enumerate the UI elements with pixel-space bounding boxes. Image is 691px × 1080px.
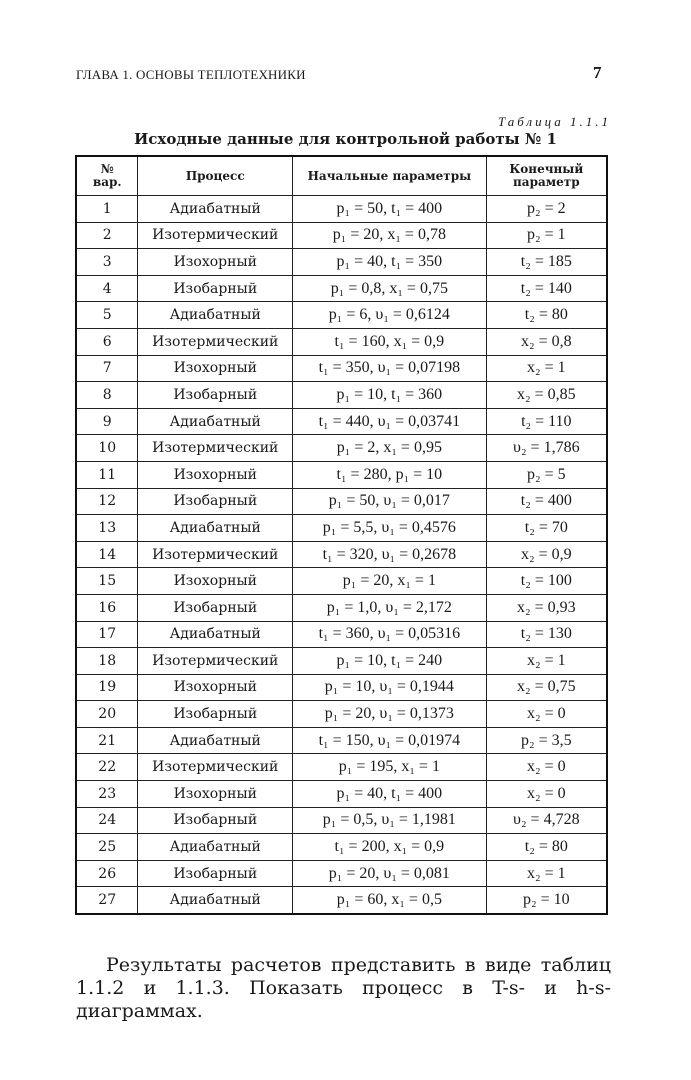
table-row	[76, 754, 607, 781]
running-header: ГЛАВА 1. ОСНОВЫ ТЕПЛОТЕХНИКИ	[76, 67, 306, 82]
variant-cell: 8	[76, 382, 138, 409]
variant-cell: 1	[76, 196, 138, 223]
column-header-final-param: Конечный параметр	[486, 156, 607, 196]
variant-cell: 25	[76, 834, 138, 861]
column-header-initial-params: Начальные параметры	[293, 156, 487, 196]
initial-params-cell: p₁ = 0,5, υ₁ = 1,1981	[293, 807, 487, 834]
process-cell: Изобарный	[138, 488, 293, 515]
table-row	[76, 781, 607, 808]
variant-cell: 12	[76, 488, 138, 515]
table-row	[76, 701, 607, 728]
process-cell: Изохорный	[138, 568, 293, 595]
final-param-cell: t₂ = 80	[486, 302, 607, 329]
table-row	[76, 328, 607, 355]
table-row	[76, 807, 607, 834]
variant-cell: 15	[76, 568, 138, 595]
initial-params-cell: p₁ = 40, t₁ = 350	[293, 249, 487, 276]
initial-params-cell: p₁ = 20, x₁ = 1	[293, 568, 487, 595]
final-param-cell: p₂ = 2	[486, 196, 607, 223]
table-row	[76, 461, 607, 488]
process-cell: Адиабатный	[138, 515, 293, 542]
process-cell: Адиабатный	[138, 887, 293, 914]
variant-cell: 17	[76, 621, 138, 648]
variant-cell: 23	[76, 781, 138, 808]
final-param-cell: x₂ = 0	[486, 701, 607, 728]
initial-params-cell: t₁ = 360, υ₁ = 0,05316	[293, 621, 487, 648]
process-cell: Изотермический	[138, 435, 293, 462]
final-param-cell: p₂ = 3,5	[486, 727, 607, 754]
table-row	[76, 196, 607, 223]
initial-params-cell: p₁ = 195, x₁ = 1	[293, 754, 487, 781]
variant-cell: 26	[76, 860, 138, 887]
variant-cell: 11	[76, 461, 138, 488]
process-cell: Адиабатный	[138, 408, 293, 435]
process-cell: Изохорный	[138, 249, 293, 276]
process-cell: Изотермический	[138, 754, 293, 781]
final-param-cell: p₂ = 5	[486, 461, 607, 488]
variant-cell: 16	[76, 594, 138, 621]
final-param-cell: t₂ = 80	[486, 834, 607, 861]
variant-cell: 3	[76, 249, 138, 276]
final-param-cell: t₂ = 185	[486, 249, 607, 276]
initial-params-cell: t₁ = 200, x₁ = 0,9	[293, 834, 487, 861]
table-label: Таблица 1.1.1	[497, 114, 611, 129]
variant-cell: 7	[76, 355, 138, 382]
table-row	[76, 727, 607, 754]
process-cell: Изобарный	[138, 701, 293, 728]
process-cell: Изохорный	[138, 781, 293, 808]
table-row	[76, 435, 607, 462]
variant-cell: 5	[76, 302, 138, 329]
final-param-cell: t₂ = 110	[486, 408, 607, 435]
initial-params-cell: p₁ = 6, υ₁ = 0,6124	[293, 302, 487, 329]
final-param-cell: t₂ = 70	[486, 515, 607, 542]
table-header-row	[76, 156, 607, 196]
initial-params-cell: p₁ = 50, t₁ = 400	[293, 196, 487, 223]
variant-cell: 22	[76, 754, 138, 781]
final-param-cell: υ₂ = 4,728	[486, 807, 607, 834]
table-row	[76, 355, 607, 382]
process-cell: Изохорный	[138, 461, 293, 488]
final-param-cell: t₂ = 140	[486, 275, 607, 302]
column-header-process: Процесс	[138, 156, 293, 196]
table-row	[76, 541, 607, 568]
process-cell: Изотермический	[138, 222, 293, 249]
initial-params-cell: p₁ = 10, t₁ = 240	[293, 648, 487, 675]
initial-params-cell: p₁ = 20, υ₁ = 0,081	[293, 860, 487, 887]
process-cell: Изобарный	[138, 807, 293, 834]
page-number: 7	[593, 63, 602, 82]
table-row	[76, 648, 607, 675]
variant-cell: 19	[76, 674, 138, 701]
table-row	[76, 594, 607, 621]
final-param-cell: t₂ = 400	[486, 488, 607, 515]
initial-params-cell: p₁ = 50, υ₁ = 0,017	[293, 488, 487, 515]
variant-cell: 21	[76, 727, 138, 754]
table-row	[76, 674, 607, 701]
initial-params-cell: t₁ = 150, υ₁ = 0,01974	[293, 727, 487, 754]
final-param-cell: x₂ = 0,75	[486, 674, 607, 701]
table-row	[76, 382, 607, 409]
variant-cell: 2	[76, 222, 138, 249]
variant-cell: 24	[76, 807, 138, 834]
initial-params-cell: p₁ = 10, υ₁ = 0,1944	[293, 674, 487, 701]
table-row	[76, 275, 607, 302]
initial-params-cell: p₁ = 0,8, x₁ = 0,75	[293, 275, 487, 302]
table-row	[76, 302, 607, 329]
table-row	[76, 860, 607, 887]
process-cell: Изотермический	[138, 541, 293, 568]
variant-cell: 10	[76, 435, 138, 462]
initial-params-cell: p₁ = 20, x₁ = 0,78	[293, 222, 487, 249]
variant-cell: 18	[76, 648, 138, 675]
data-table	[75, 155, 608, 915]
column-header-variant: № вар.	[76, 156, 138, 196]
final-param-cell: t₂ = 130	[486, 621, 607, 648]
variant-cell: 27	[76, 887, 138, 914]
process-cell: Адиабатный	[138, 196, 293, 223]
initial-params-cell: p₁ = 40, t₁ = 400	[293, 781, 487, 808]
initial-params-cell: p₁ = 2, x₁ = 0,95	[293, 435, 487, 462]
variant-cell: 4	[76, 275, 138, 302]
final-param-cell: x₂ = 0	[486, 754, 607, 781]
final-param-cell: x₂ = 0,8	[486, 328, 607, 355]
final-param-cell: x₂ = 0,85	[486, 382, 607, 409]
final-param-cell: x₂ = 1	[486, 648, 607, 675]
process-cell: Изобарный	[138, 860, 293, 887]
table-row	[76, 515, 607, 542]
final-param-cell: υ₂ = 1,786	[486, 435, 607, 462]
process-cell: Изобарный	[138, 594, 293, 621]
initial-params-cell: t₁ = 320, υ₁ = 0,2678	[293, 541, 487, 568]
table-row	[76, 488, 607, 515]
process-cell: Адиабатный	[138, 727, 293, 754]
variant-cell: 13	[76, 515, 138, 542]
final-param-cell: x₂ = 0	[486, 781, 607, 808]
final-param-cell: x₂ = 0,9	[486, 541, 607, 568]
variant-cell: 9	[76, 408, 138, 435]
final-param-cell: p₂ = 10	[486, 887, 607, 914]
table-row	[76, 887, 607, 914]
initial-params-cell: p₁ = 1,0, υ₁ = 2,172	[293, 594, 487, 621]
table-row	[76, 568, 607, 595]
process-cell: Изобарный	[138, 382, 293, 409]
final-param-cell: t₂ = 100	[486, 568, 607, 595]
table-row	[76, 621, 607, 648]
initial-params-cell: t₁ = 160, x₁ = 0,9	[293, 328, 487, 355]
table-row	[76, 222, 607, 249]
initial-params-cell: t₁ = 280, p₁ = 10	[293, 461, 487, 488]
final-param-cell: x₂ = 0,93	[486, 594, 607, 621]
initial-params-cell: t₁ = 350, υ₁ = 0,07198	[293, 355, 487, 382]
process-cell: Изотермический	[138, 328, 293, 355]
table-row	[76, 834, 607, 861]
process-cell: Изохорный	[138, 674, 293, 701]
final-param-cell: x₂ = 1	[486, 355, 607, 382]
process-cell: Адиабатный	[138, 302, 293, 329]
variant-cell: 6	[76, 328, 138, 355]
initial-params-cell: p₁ = 10, t₁ = 360	[293, 382, 487, 409]
process-cell: Изобарный	[138, 275, 293, 302]
process-cell: Изотермический	[138, 648, 293, 675]
table-title: Исходные данные для контрольной работы № 1	[134, 130, 557, 148]
body-paragraph: Результаты расчетов представить в виде таблиц 1.1.2 и 1.1.3. Показать процесс в T-s- и h-s-диаграммах.	[76, 954, 611, 1022]
variant-cell: 14	[76, 541, 138, 568]
initial-params-cell: p₁ = 20, υ₁ = 0,1373	[293, 701, 487, 728]
final-param-cell: x₂ = 1	[486, 860, 607, 887]
table-row	[76, 408, 607, 435]
final-param-cell: p₂ = 1	[486, 222, 607, 249]
initial-params-cell: p₁ = 5,5, υ₁ = 0,4576	[293, 515, 487, 542]
process-cell: Адиабатный	[138, 834, 293, 861]
initial-params-cell: t₁ = 440, υ₁ = 0,03741	[293, 408, 487, 435]
variant-cell: 20	[76, 701, 138, 728]
table-row	[76, 249, 607, 276]
process-cell: Адиабатный	[138, 621, 293, 648]
initial-params-cell: p₁ = 60, x₁ = 0,5	[293, 887, 487, 914]
process-cell: Изохорный	[138, 355, 293, 382]
